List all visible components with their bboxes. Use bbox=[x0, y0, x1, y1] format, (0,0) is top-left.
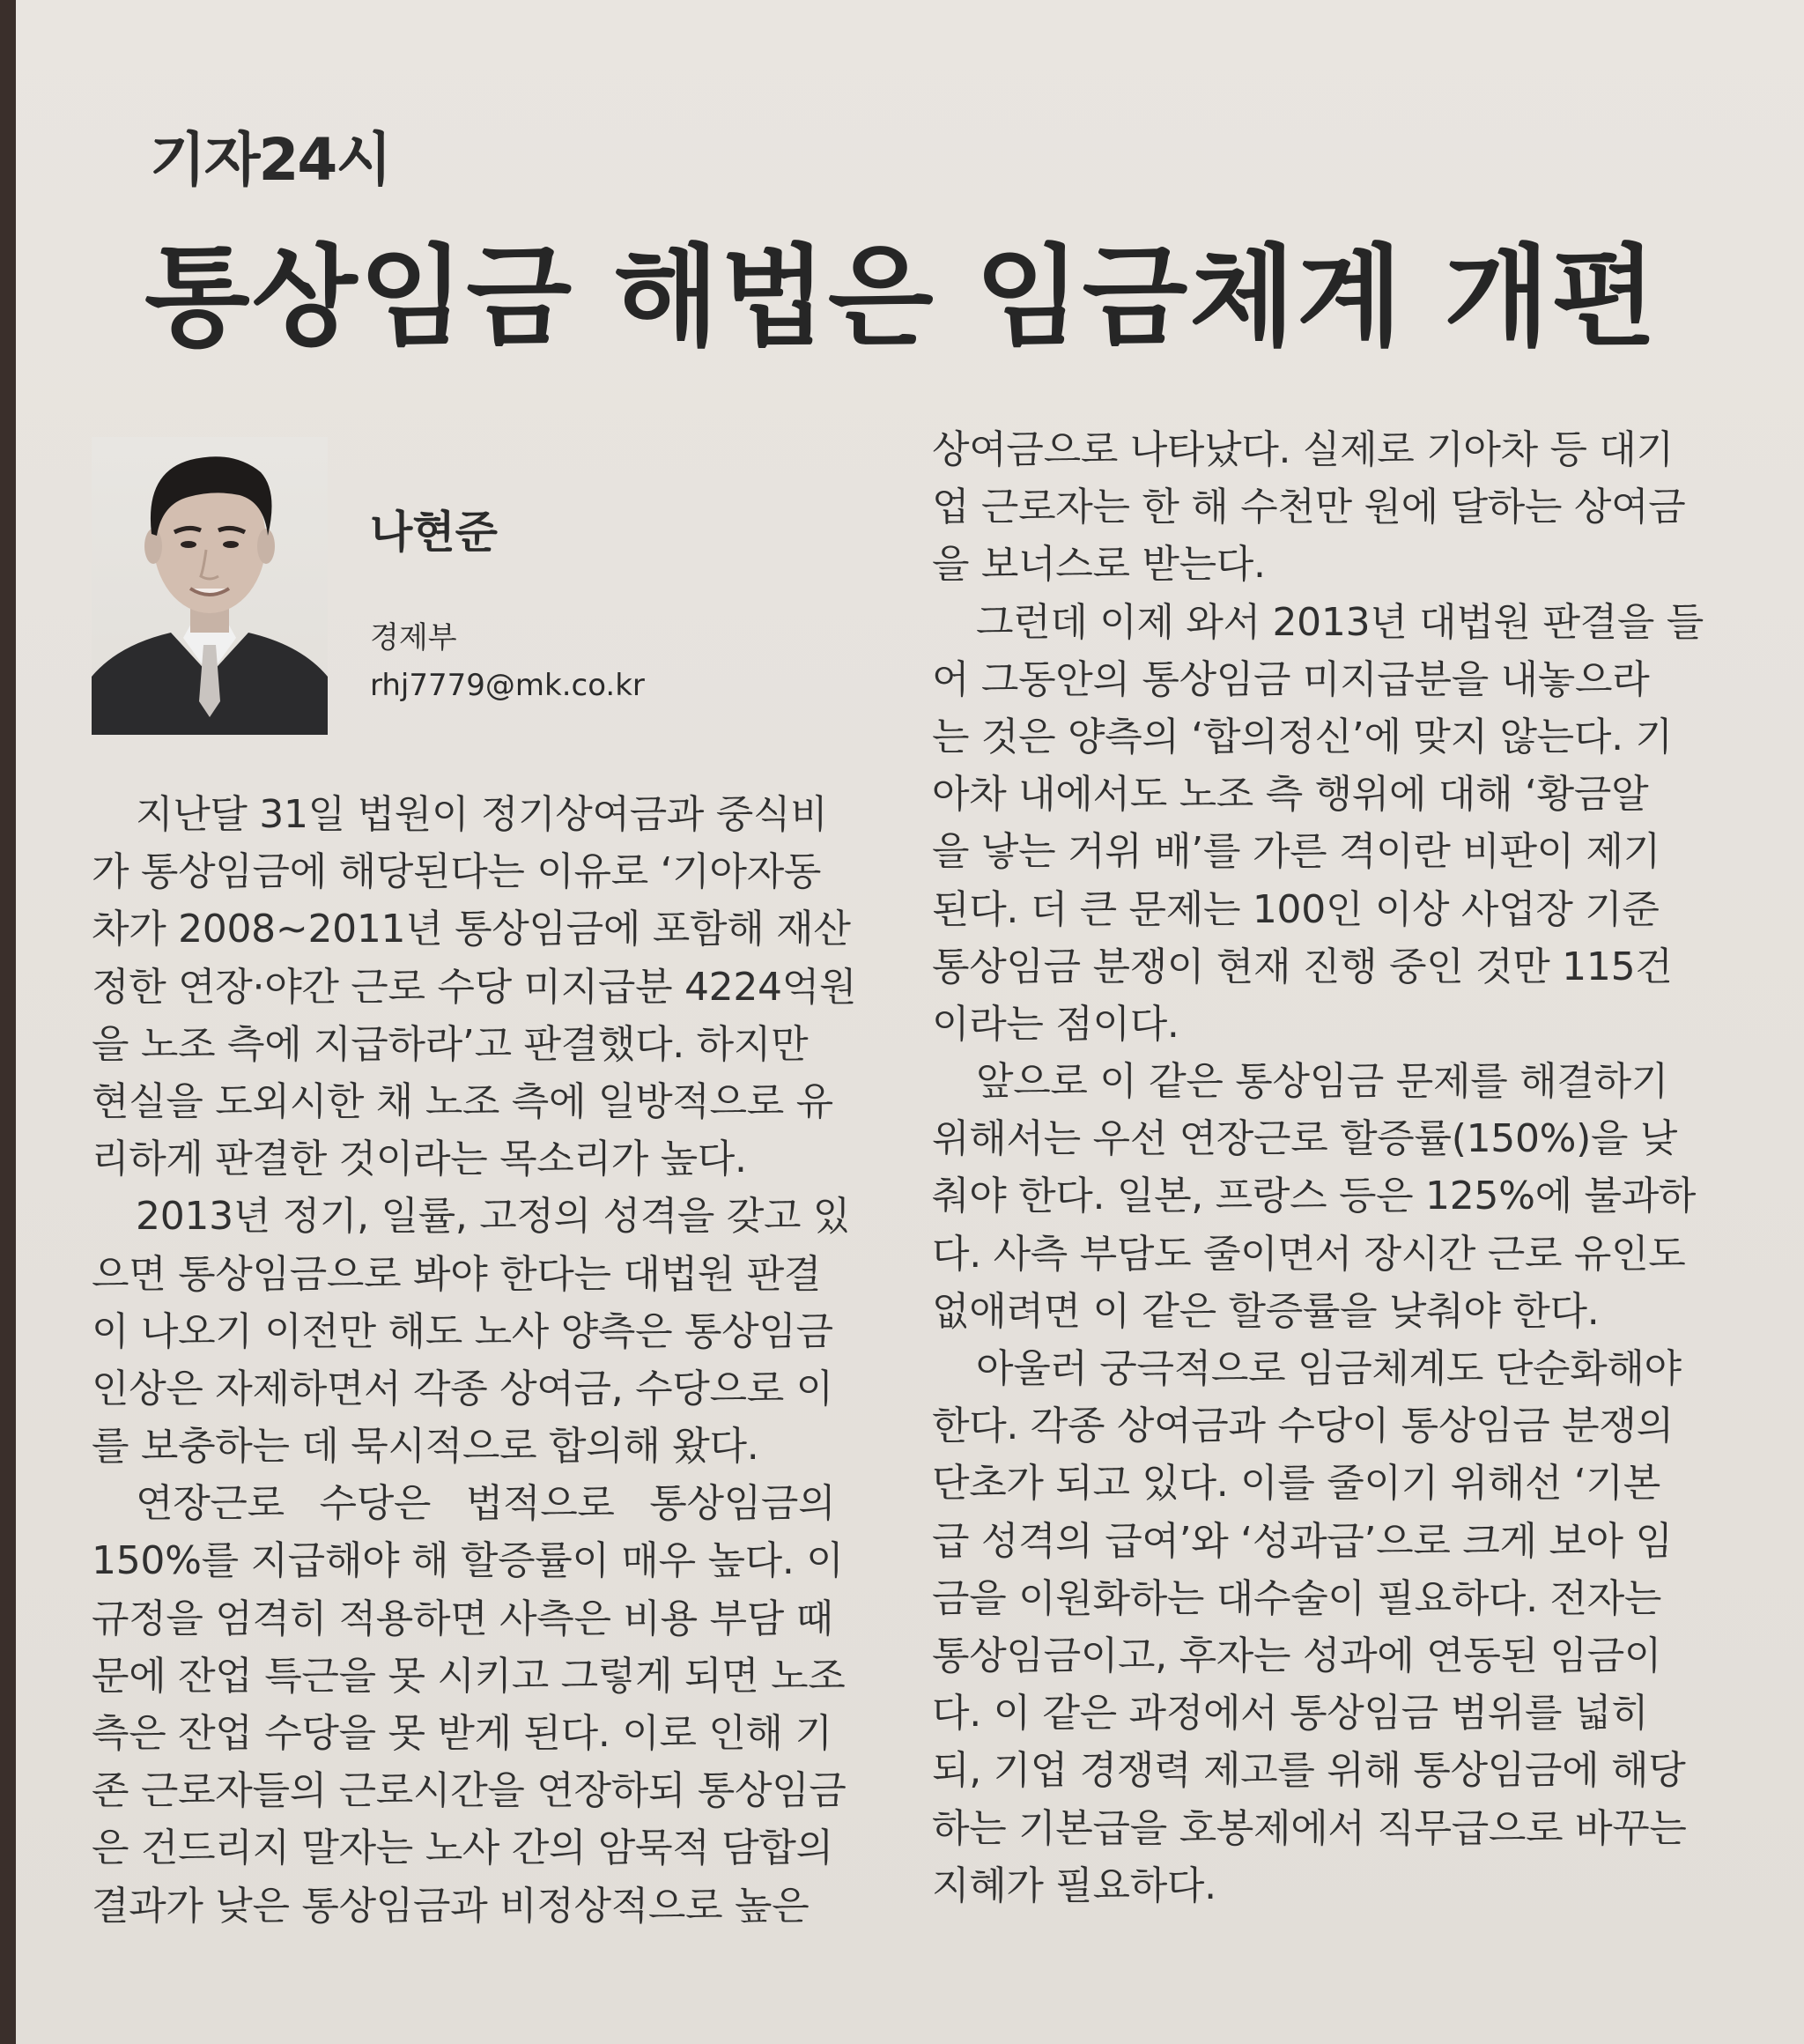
text-line: 통상임금이고, 후자는 성과에 연동된 임금이 bbox=[932, 1633, 1662, 1678]
text-line: 이 나오기 이전만 해도 노사 양측은 통상임금 bbox=[92, 1308, 833, 1354]
text-line: 하는 기본급을 호봉제에서 직무급으로 바꾸는 bbox=[932, 1805, 1687, 1851]
text-line: 규정을 엄격히 적용하면 사측은 비용 부담 때 bbox=[92, 1596, 833, 1641]
article-column-right bbox=[932, 421, 1751, 1914]
text-line: 된다. 더 큰 문제는 100인 이상 사업장 기준 bbox=[932, 886, 1660, 932]
text-line: 지혜가 필요하다. bbox=[932, 1863, 1216, 1908]
column-tag: 기자24시 bbox=[150, 126, 391, 194]
reporter-department: 경제부 bbox=[370, 620, 457, 655]
text-line: 어 그동안의 통상임금 미지급분을 내놓으라 bbox=[932, 656, 1650, 702]
text-line: 그런데 이제 와서 2013년 대법원 판결을 들 bbox=[976, 599, 1704, 645]
text-line: 150%를 지급해야 해 할증률이 매우 높다. 이 bbox=[92, 1538, 844, 1584]
reporter-portrait-image bbox=[92, 437, 328, 735]
text-line: 다. 사측 부담도 줄이면서 장시간 근로 유인도 bbox=[932, 1231, 1686, 1277]
text-line: 문에 잔업 특근을 못 시키고 그렇게 되면 노조 bbox=[92, 1653, 846, 1699]
text-line: 업 근로자는 한 해 수천만 원에 달하는 상여금 bbox=[932, 485, 1686, 530]
text-line: 다. 이 같은 과정에서 통상임금 범위를 넓히 bbox=[932, 1691, 1649, 1737]
text-line: 은 건드리지 말자는 노사 간의 암묵적 담합의 bbox=[92, 1826, 833, 1871]
newspaper-clipping bbox=[16, 0, 1804, 2044]
text-line: 아울러 궁극적으로 임금체계도 단순화해야 bbox=[976, 1346, 1682, 1391]
text-line: 인상은 자제하면서 각종 상여금, 수당으로 이 bbox=[92, 1366, 833, 1411]
text-line: 위해서는 우선 연장근로 할증률(150%)을 낮 bbox=[932, 1116, 1678, 1162]
text-line: 는 것은 양측의 ‘합의정신’에 맞지 않는다. 기 bbox=[932, 714, 1673, 759]
text-line: 한다. 각종 상여금과 수당이 통상임금 분쟁의 bbox=[932, 1403, 1674, 1449]
text-line: 으면 통상임금으로 봐야 한다는 대법원 판결 bbox=[92, 1251, 822, 1297]
text-line: 지난달 31일 법원이 정기상여금과 중식비 bbox=[136, 792, 828, 837]
text-line: 춰야 한다. 일본, 프랑스 등은 125%에 불과하 bbox=[932, 1174, 1697, 1219]
text-line: 급 성격의 급여’와 ‘성과급’으로 크게 보아 임 bbox=[932, 1518, 1673, 1564]
text-line: 정한 연장·야간 근로 수당 미지급분 4224억원 bbox=[92, 964, 857, 1010]
headline: 통상임금 해법은 임금체계 개편 bbox=[144, 234, 1659, 361]
text-line: 이라는 점이다. bbox=[932, 1001, 1179, 1047]
text-line: 현실을 도외시한 채 노조 측에 일방적으로 유 bbox=[92, 1078, 833, 1124]
reporter-photo bbox=[92, 437, 328, 735]
text-line: 통상임금 분쟁이 현재 진행 중인 것만 115건 bbox=[932, 944, 1673, 989]
text-line: 을 보너스로 받는다. bbox=[932, 542, 1266, 588]
article-column-left bbox=[92, 786, 884, 1935]
text-line: 을 노조 측에 지급하라’고 판결했다. 하지만 bbox=[92, 1021, 809, 1067]
text-line: 아차 내에서도 노조 측 행위에 대해 ‘황금알 bbox=[932, 772, 1649, 818]
text-line: 결과가 낮은 통상임금과 비정상적으로 높은 bbox=[92, 1883, 810, 1929]
reporter-email: rhj7779@mk.co.kr bbox=[370, 668, 645, 703]
reporter-name: 나현준 bbox=[370, 507, 498, 558]
text-line: 을 낳는 거위 배’를 가른 격이란 비판이 제기 bbox=[932, 829, 1660, 875]
text-line: 앞으로 이 같은 통상임금 문제를 해결하기 bbox=[976, 1059, 1668, 1105]
text-line: 차가 2008~2011년 통상임금에 포함해 재산 bbox=[92, 907, 851, 952]
text-line: 리하게 판결한 것이라는 목소리가 높다. bbox=[92, 1137, 747, 1182]
text-line: 존 근로자들의 근로시간을 연장하되 통상임금 bbox=[92, 1768, 847, 1814]
text-line: 되, 기업 경쟁력 제고를 위해 통상임금에 해당 bbox=[932, 1748, 1686, 1794]
text-line: 2013년 정기, 일률, 고정의 성격을 갖고 있 bbox=[136, 1194, 851, 1240]
text-line: 없애려면 이 같은 할증률을 낮춰야 한다. bbox=[932, 1288, 1600, 1334]
text-line: 측은 잔업 수당을 못 받게 된다. 이로 인해 기 bbox=[92, 1711, 832, 1756]
text-line: 단초가 되고 있다. 이를 줄이기 위해선 ‘기본 bbox=[932, 1461, 1660, 1507]
text-line: 상여금으로 나타났다. 실제로 기아차 등 대기 bbox=[932, 427, 1674, 472]
text-line: 금을 이원화하는 대수술이 필요하다. 전자는 bbox=[932, 1575, 1662, 1621]
text-line: 가 통상임금에 해당된다는 이유로 ‘기아자동 bbox=[92, 849, 822, 895]
text-line: 를 보충하는 데 묵시적으로 합의해 왔다. bbox=[92, 1424, 759, 1470]
text-line: 연장근로 수당은 법적으로 통상임금의 bbox=[136, 1481, 836, 1527]
